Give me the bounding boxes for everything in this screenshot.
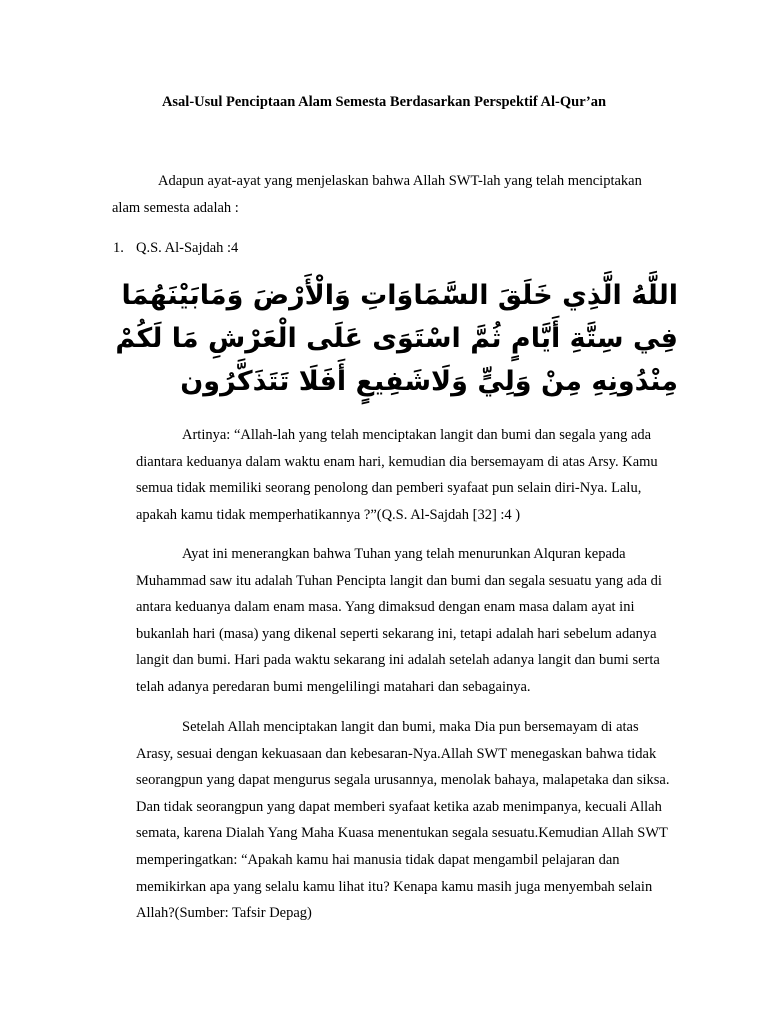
explanation-paragraph: Ayat ini menerangkan bahwa Tuhan yang telah menurunkan Alquran kepada Muhammad saw itu adalah Tuhan Pencipta langit dan bumi dan segala sesuatu yang ada di antara keduanya dalam enam masa. Yang dimaksud dengan enam masa dalam ayat ini bukanlah hari (masa) yang dikenal seperti sekarang ini, tetapi adalah hari sebelum adanya langit dan bumi. Hari pada waktu sekarang ini adalah setelah adanya langit dan bumi serta telah adanya peredaran bumi mengelilingi matahari dan sebagainya.	[136, 546, 662, 695]
list-item-number: 1.	[113, 240, 124, 256]
commentary-paragraph: Setelah Allah menciptakan langit dan bumi, maka Dia pun bersemayam di atas Arasy, sesuai dengan kekuasaan dan kebesaran-Nya.Allah SWT menegaskan bahwa tidak seorangpun yang dapat mengurus segala urusannya, menolak bahaya, malapetaka dan siksa. Dan tidak seorangpun yang dapat memberi syafaat ketika azab menimpanya, kecuali Allah semata, karena Dialah Yang Maha Kuasa menentukan segala sesuatu.Kemudian Allah SWT memperingatkan: “Apakah kamu hai manusia tidak dapat mengambil pelajaran dan memikirkan apa yang selalu kamu lihat itu? Kenapa kamu masih juga menyembah selain Allah?(Sumber: Tafsir Depag)	[136, 719, 670, 922]
intro-paragraph: Adapun ayat-ayat yang menjelaskan bahwa Allah SWT-lah yang telah menciptakan alam semesta adalah :	[112, 173, 642, 216]
translation-paragraph: Artinya: “Allah-lah yang telah menciptakan langit dan bumi dan segala yang ada diantara keduanya dalam waktu enam hari, kemudian dia bersemayam di atas Arsy. Kamu semua tidak memiliki seorang penolong dan pemberi syafaat pun selain diri-Nya. Lalu, apakah kamu tidak memperhatikannya ?”(Q.S. Al-Sajdah [32] :4 )	[136, 427, 658, 523]
list-item-label: Q.S. Al-Sajdah :4	[136, 240, 239, 256]
list-item	[113, 236, 238, 260]
document-title: Asal-Usul Penciptaan Alam Semesta Berdasarkan Perspektif Al-Qur’an	[161, 94, 607, 110]
arabic-verse: اللَّهُ الَّذِي خَلَقَ السَّمَاوَاتِ وَالْأَرْضَ وَمَابَيْنَهُمَا فِي سِتَّةِ أَيَّامٍ ثُمَّ اسْتَوَى عَلَى الْعَرْشِ مَا لَكُمْ مِنْدُونِهِ مِنْ وَلِيٍّ وَلَاشَفِيعٍ أَفَلَا تَتَذَكَّرُون	[115, 280, 678, 397]
